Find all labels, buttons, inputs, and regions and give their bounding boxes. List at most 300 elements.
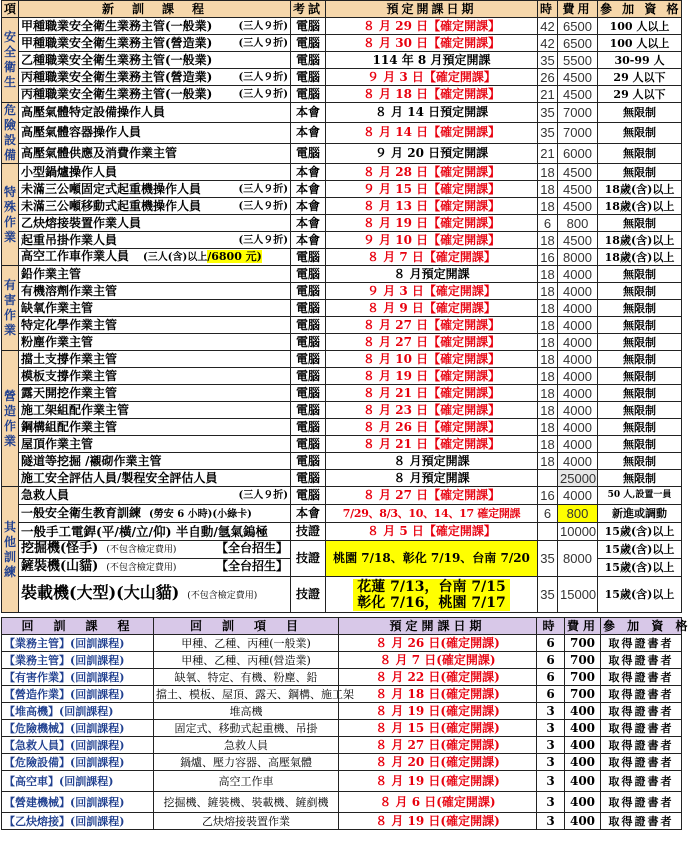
- section-label: [2, 351, 19, 487]
- course-date: 桃園 7/18、彰化 7/19、台南 7/20: [326, 541, 538, 577]
- retrain-hours: 3: [537, 792, 565, 813]
- course-name: [19, 559, 291, 577]
- course-qual: 無限制: [598, 300, 682, 317]
- exam-type: 電腦: [291, 402, 326, 419]
- exam-type: 電腦: [291, 487, 326, 505]
- course-date: ８ 月 9 日【確定開課】: [326, 300, 538, 317]
- retrain-row: [2, 669, 682, 686]
- course-name-text: 未滿三公噸固定式起重機操作人員: [21, 181, 202, 196]
- retrain-table: [1, 617, 692, 830]
- retrain-fee: 400: [565, 754, 601, 771]
- retrain-qual: 取得證書者: [601, 635, 682, 652]
- retrain-qual: 取得證書者: [601, 771, 682, 792]
- course-name: [19, 300, 291, 317]
- course-name: [19, 541, 291, 559]
- course-note: (三人(含)以上: [143, 252, 208, 263]
- section-label-text: 其他訓練: [4, 519, 17, 579]
- course-hours: 18: [538, 317, 558, 334]
- course-date: 7/29、8/3、10、14、17 確定開課: [326, 505, 538, 523]
- course-name: [19, 35, 291, 52]
- retrain-row: [2, 813, 682, 830]
- course-name: [19, 86, 291, 103]
- course-date: ８ 月 26 日【確定開課】: [326, 419, 538, 436]
- retrain-date: ８ 月 19 日(確定開課): [339, 703, 537, 720]
- course-row: [2, 577, 682, 613]
- course-date: ８ 月 18 日【確定開課】: [326, 86, 538, 103]
- course-date: ８ 月 27 日【確定開課】: [326, 317, 538, 334]
- course-name-text: 高壓氣體特定設備操作人員: [21, 105, 166, 120]
- course-fee: 8000: [558, 541, 598, 577]
- course-name: [19, 453, 291, 470]
- course-row: [2, 69, 682, 86]
- retrain-date: ８ 月 15 日(確定開課): [339, 720, 537, 737]
- course-name: [19, 317, 291, 334]
- retrain-item: 挖掘機、鏟裝機、裝載機、鏟剷機: [154, 792, 339, 813]
- course-row: [2, 249, 682, 266]
- course-date: ８ 月 21 日【確定開課】: [326, 385, 538, 402]
- course-fee: 4000: [558, 334, 598, 351]
- course-date: ８ 月預定開課: [326, 470, 538, 487]
- course-qual: 18歲(含)以上: [598, 198, 682, 215]
- retrain-date: ８ 月 20 日(確定開課): [339, 754, 537, 771]
- section-label-text: 有害作業: [4, 278, 17, 337]
- course-hours: 21: [538, 86, 558, 103]
- course-qual: 無限制: [598, 419, 682, 436]
- course-date: ９ 月 10 日【確定開課】: [326, 232, 538, 249]
- course-name-text: 隧道等挖掘 /襯砌作業主管: [21, 453, 162, 468]
- course-promo: /6800 元): [207, 250, 262, 263]
- course-hours: 18: [538, 334, 558, 351]
- retrain-row: [2, 635, 682, 652]
- section-label-text: 安全衛生: [4, 30, 17, 89]
- retrain-hours: 3: [537, 754, 565, 771]
- course-fee: 4000: [558, 266, 598, 283]
- course-name-text: 鉛作業主管: [21, 266, 82, 281]
- course-fee: 8000: [558, 249, 598, 266]
- retrain-header-course: 回 訓 課 程: [2, 618, 154, 635]
- new-course-table: [1, 0, 682, 613]
- course-name: [19, 419, 291, 436]
- exam-type: 電腦: [291, 300, 326, 317]
- course-name: [19, 249, 291, 266]
- course-name: [19, 283, 291, 300]
- course-name: [19, 18, 291, 35]
- exam-type: 電腦: [291, 283, 326, 300]
- course-qual: 無限制: [598, 368, 682, 385]
- course-qual: 無限制: [598, 436, 682, 453]
- course-name-text: 有機溶劑作業主管: [21, 283, 118, 298]
- retrain-course: 【堆高機】(回訓課程): [2, 703, 154, 720]
- course-name-text: 施工架組配作業主管: [21, 402, 130, 417]
- course-note: (三人９折): [238, 234, 288, 246]
- course-qual: 29 人以下: [598, 69, 682, 86]
- course-note: (不包含檢定費用): [187, 591, 258, 601]
- course-row: [2, 35, 682, 52]
- course-hours: 18: [538, 368, 558, 385]
- course-name-text: 屋頂作業主管: [21, 436, 94, 451]
- retrain-header-hours: 時: [537, 618, 565, 635]
- course-date: ８ 月 23 日【確定開課】: [326, 402, 538, 419]
- course-date-line-1: 花蓮 7/13，台南 7/15: [357, 578, 506, 595]
- course-name: [19, 215, 291, 232]
- retrain-hours: 3: [537, 737, 565, 754]
- exam-type: 電腦: [291, 266, 326, 283]
- retrain-item: 堆高機: [154, 703, 339, 720]
- course-hours: 16: [538, 487, 558, 505]
- course-fee: 6500: [558, 18, 598, 35]
- course-name: [19, 143, 291, 163]
- course-hours: 6: [538, 215, 558, 232]
- course-row: [2, 523, 682, 541]
- course-date: ８ 月 27 日【確定開課】: [326, 334, 538, 351]
- course-tag: 【全台招生】: [215, 559, 288, 573]
- course-name: [19, 351, 291, 368]
- retrain-date: ８ 月 19 日(確定開課): [339, 771, 537, 792]
- course-row: [2, 402, 682, 419]
- retrain-date: ８ 月 18 日(確定開課): [339, 686, 537, 703]
- course-row: [2, 317, 682, 334]
- course-qual: 無限制: [598, 283, 682, 300]
- course-qual: 無限制: [598, 123, 682, 143]
- course-name: [19, 164, 291, 181]
- course-row: [2, 487, 682, 505]
- course-name: [19, 123, 291, 143]
- retrain-course: 【危險設備】(回訓課程): [2, 754, 154, 771]
- course-qual: 無限制: [598, 453, 682, 470]
- exam-type: 本會: [291, 103, 326, 123]
- retrain-fee: 400: [565, 792, 601, 813]
- retrain-row: [2, 771, 682, 792]
- course-name: [19, 266, 291, 283]
- retrain-date: ８ 月 26 日(確定開課): [339, 635, 537, 652]
- retrain-header-date: 預定開課日期: [339, 618, 537, 635]
- exam-type: 本會: [291, 198, 326, 215]
- course-qual: 無限制: [598, 470, 682, 487]
- course-date: ８ 月 14 日【確定開課】: [326, 123, 538, 143]
- exam-type: 本會: [291, 505, 326, 523]
- exam-type: 電腦: [291, 52, 326, 69]
- course-qual: 無限制: [598, 164, 682, 181]
- header-exam: 考試: [291, 1, 326, 18]
- course-name: [19, 181, 291, 198]
- course-date-box: [353, 579, 509, 611]
- course-hours: 26: [538, 69, 558, 86]
- retrain-fee: 400: [565, 737, 601, 754]
- course-qual: 18歲(含)以上: [598, 249, 682, 266]
- retrain-item: 鍋爐、壓力容器、高壓氣體: [154, 754, 339, 771]
- retrain-fee: 700: [565, 652, 601, 669]
- course-fee: 5500: [558, 52, 598, 69]
- retrain-fee: 700: [565, 686, 601, 703]
- course-hours: 18: [538, 164, 558, 181]
- retrain-qual: 取得證書者: [601, 669, 682, 686]
- course-fee: 4000: [558, 283, 598, 300]
- course-fee: 4000: [558, 436, 598, 453]
- course-date-line-2: 彰化 7/16，桃園 7/17: [357, 594, 506, 611]
- retrain-qual: 取得證書者: [601, 686, 682, 703]
- retrain-date: ８ 月 27 日(確定開課): [339, 737, 537, 754]
- course-hours: 18: [538, 453, 558, 470]
- course-qual: 無限制: [598, 266, 682, 283]
- course-fee: 4000: [558, 351, 598, 368]
- course-qual: 無限制: [598, 317, 682, 334]
- exam-type: 技證: [291, 577, 326, 613]
- retrain-hours: 3: [537, 771, 565, 792]
- course-row: [2, 541, 682, 559]
- exam-type: 本會: [291, 232, 326, 249]
- exam-type: 電腦: [291, 18, 326, 35]
- exam-type: 技證: [291, 541, 326, 577]
- course-name-text: 乙種職業安全衛生業務主管(一般業): [21, 52, 213, 67]
- course-name-text: 起重吊掛作業人員: [21, 232, 118, 247]
- course-date: ８ 月 21 日【確定開課】: [326, 436, 538, 453]
- course-row: [2, 103, 682, 123]
- course-row: [2, 181, 682, 198]
- course-hours: 18: [538, 300, 558, 317]
- course-hours: [538, 470, 558, 487]
- retrain-header-row: [2, 618, 682, 635]
- section-label: [2, 487, 19, 613]
- retrain-row: [2, 754, 682, 771]
- retrain-qual: 取得證書者: [601, 792, 682, 813]
- course-qual: 15歲(含)以上: [598, 577, 682, 613]
- retrain-hours: 6: [537, 669, 565, 686]
- retrain-date: ８ 月 7 日(確定開課): [339, 652, 537, 669]
- header-row: [2, 1, 682, 18]
- course-fee: 7000: [558, 103, 598, 123]
- course-note: (勞安 6 小時)(小綠卡): [149, 508, 252, 520]
- course-name: [19, 470, 291, 487]
- course-fee: 6500: [558, 35, 598, 52]
- course-date: ９ 月 3 日【確定開課】: [326, 69, 538, 86]
- course-fee: 4500: [558, 164, 598, 181]
- course-qual: 無限制: [598, 143, 682, 163]
- retrain-hours: 6: [537, 686, 565, 703]
- course-fee: 4500: [558, 198, 598, 215]
- course-name-text: 鋼構組配作業主管: [21, 419, 118, 434]
- course-hours: 18: [538, 419, 558, 436]
- course-note: (不包含檢定費用): [106, 563, 177, 573]
- course-qual: 15歲(含)以上: [598, 523, 682, 541]
- course-date: ８ 月 19 日【確定開課】: [326, 368, 538, 385]
- course-name: [19, 334, 291, 351]
- course-name-text: 丙種職業安全衛生業務主管(一般業): [21, 86, 213, 101]
- retrain-course: 【業務主管】(回訓課程): [2, 635, 154, 652]
- course-qual: 30-99 人: [598, 52, 682, 69]
- course-date: [326, 577, 538, 613]
- retrain-hours: 3: [537, 813, 565, 830]
- course-date: ８ 月預定開課: [326, 453, 538, 470]
- course-name-text: 挖掘機(怪手): [21, 541, 99, 556]
- course-name-text: 擋土支撐作業主管: [21, 351, 118, 366]
- course-row: [2, 52, 682, 69]
- course-note: (三人９折): [238, 71, 288, 83]
- course-name: [19, 368, 291, 385]
- course-qual: 50 人,設置一員: [598, 487, 682, 505]
- course-date: ９ 月 20 日預定開課: [326, 143, 538, 163]
- retrain-fee: 400: [565, 813, 601, 830]
- course-note: (三人９折): [238, 183, 288, 195]
- course-fee: 4000: [558, 385, 598, 402]
- course-hours: 35: [538, 541, 558, 577]
- course-hours: 16: [538, 249, 558, 266]
- retrain-qual: 取得證書者: [601, 720, 682, 737]
- course-date: 114 年 8 月預定開課: [326, 52, 538, 69]
- course-hours: 18: [538, 266, 558, 283]
- exam-type: 本會: [291, 164, 326, 181]
- course-name-text: 裝載機(大型)(大山貓): [21, 583, 180, 602]
- header-qual: 參 加 資 格: [598, 1, 682, 18]
- course-fee: 4500: [558, 69, 598, 86]
- retrain-row: [2, 737, 682, 754]
- retrain-course: 【營建機械】(回訓課程): [2, 792, 154, 813]
- course-hours: 18: [538, 198, 558, 215]
- course-date: ８ 月 14 日預定開課: [326, 103, 538, 123]
- course-name-text: 高壓氣體容器操作人員: [21, 125, 142, 140]
- course-qual: 無限制: [598, 215, 682, 232]
- section-label: [2, 18, 19, 103]
- course-date: ８ 月 30 日【確定開課】: [326, 35, 538, 52]
- course-hours: 18: [538, 181, 558, 198]
- course-tag: 【全台招生】: [215, 541, 288, 555]
- retrain-course: 【營造作業】(回訓課程): [2, 686, 154, 703]
- course-fee: 4000: [558, 300, 598, 317]
- course-fee: 800: [558, 215, 598, 232]
- course-row: [2, 453, 682, 470]
- course-row: [2, 215, 682, 232]
- exam-type: 電腦: [291, 470, 326, 487]
- course-hours: 35: [538, 123, 558, 143]
- course-name: [19, 52, 291, 69]
- course-row: [2, 86, 682, 103]
- section-label-text: 特殊作業: [4, 184, 17, 244]
- course-name: [19, 103, 291, 123]
- course-hours: 18: [538, 232, 558, 249]
- course-date: ８ 月 19 日【確定開課】: [326, 215, 538, 232]
- course-row: [2, 505, 682, 523]
- course-date: ８ 月 27 日【確定開課】: [326, 487, 538, 505]
- course-row: [2, 300, 682, 317]
- exam-type: 電腦: [291, 69, 326, 86]
- retrain-qual: 取得證書者: [601, 703, 682, 720]
- retrain-header-qual: 參 加 資 格: [601, 618, 682, 635]
- course-date: ８ 月 7 日【確定開課】: [326, 249, 538, 266]
- course-name: [19, 505, 291, 523]
- retrain-item: 乙炔熔接裝置作業: [154, 813, 339, 830]
- course-hours: 18: [538, 283, 558, 300]
- course-qual: 無限制: [598, 402, 682, 419]
- course-qual: 18歲(含)以上: [598, 232, 682, 249]
- retrain-date: ８ 月 22 日(確定開課): [339, 669, 537, 686]
- course-name-text: 甲種職業安全衛生業務主管(營造業): [21, 35, 213, 50]
- section-label-text: 營造作業: [4, 388, 17, 448]
- retrain-qual: 取得證書者: [601, 754, 682, 771]
- course-row: [2, 164, 682, 181]
- header-date: 預定開課日期: [326, 1, 538, 18]
- course-qual: 18歲(含)以上: [598, 181, 682, 198]
- course-qual: 15歲(含)以上: [598, 541, 682, 559]
- course-row: [2, 143, 682, 163]
- retrain-item: 甲種、乙種、丙種(一般業): [154, 635, 339, 652]
- course-date: ８ 月預定開課: [326, 266, 538, 283]
- course-hours: [538, 523, 558, 541]
- course-name-text: 高壓氣體供應及消費作業主管: [21, 145, 178, 160]
- retrain-row: [2, 792, 682, 813]
- retrain-hours: 6: [537, 635, 565, 652]
- course-row: [2, 266, 682, 283]
- exam-type: 電腦: [291, 385, 326, 402]
- exam-type: 電腦: [291, 317, 326, 334]
- course-name: [19, 436, 291, 453]
- course-name: [19, 577, 291, 613]
- retrain-item: 固定式、移動式起重機、吊掛: [154, 720, 339, 737]
- course-date: ８ 月 28 日【確定開課】: [326, 164, 538, 181]
- course-fee: 25000: [558, 470, 598, 487]
- course-fee: 4000: [558, 419, 598, 436]
- course-fee: 4500: [558, 232, 598, 249]
- course-fee: 6000: [558, 143, 598, 163]
- retrain-item: 擋土、模板、屋頂、露天、鋼構、施工架: [154, 686, 339, 703]
- course-fee: 15000: [558, 577, 598, 613]
- course-hours: 42: [538, 18, 558, 35]
- retrain-row: [2, 720, 682, 737]
- course-name-text: 高空工作車作業人員: [21, 249, 130, 263]
- course-hours: 18: [538, 351, 558, 368]
- retrain-date: ８ 月 6 日(確定開課): [339, 792, 537, 813]
- course-name-text: 一般手工電銲(平/橫/立/仰) 半自動/氬氣鎢極: [21, 523, 268, 539]
- section-label: [2, 266, 19, 351]
- course-name-text: 丙種職業安全衛生業務主管(營造業): [21, 69, 213, 84]
- course-name-text: 粉塵作業主管: [21, 334, 94, 349]
- retrain-row: [2, 652, 682, 669]
- course-fee: 4000: [558, 487, 598, 505]
- retrain-fee: 700: [565, 635, 601, 652]
- course-date: ８ 月 10 日【確定開課】: [326, 351, 538, 368]
- header-course: 新 訓 課 程: [19, 1, 291, 18]
- retrain-row: [2, 686, 682, 703]
- course-fee: 800: [558, 505, 598, 523]
- exam-type: 電腦: [291, 86, 326, 103]
- retrain-hours: 3: [537, 703, 565, 720]
- retrain-header-item: 回 訓 項 目: [154, 618, 339, 635]
- course-qual: 新進或調動: [598, 505, 682, 523]
- course-fee: 4500: [558, 86, 598, 103]
- course-qual: 29 人以下: [598, 86, 682, 103]
- course-name-text: 露天開挖作業主管: [21, 385, 118, 400]
- retrain-item: 甲種、乙種、丙種(營造業): [154, 652, 339, 669]
- course-fee: 4000: [558, 453, 598, 470]
- course-qual: 無限制: [598, 351, 682, 368]
- course-fee: 4000: [558, 317, 598, 334]
- retrain-course: 【乙炔熔接】(回訓課程): [2, 813, 154, 830]
- course-hours: 35: [538, 577, 558, 613]
- exam-type: 電腦: [291, 453, 326, 470]
- course-hours: 18: [538, 385, 558, 402]
- course-name-text: 甲種職業安全衛生業務主管(一般業): [21, 18, 213, 33]
- course-name-text: 小型鍋爐操作人員: [21, 164, 118, 179]
- course-row: [2, 470, 682, 487]
- course-row: [2, 419, 682, 436]
- course-qual: 無限制: [598, 103, 682, 123]
- retrain-item: 高空工作車: [154, 771, 339, 792]
- retrain-header-fee: 費用: [565, 618, 601, 635]
- course-hours: 18: [538, 436, 558, 453]
- course-hours: 21: [538, 143, 558, 163]
- retrain-item: 急救人員: [154, 737, 339, 754]
- header-category: 項: [2, 1, 19, 18]
- course-fee: 7000: [558, 123, 598, 143]
- section-label: [2, 164, 19, 266]
